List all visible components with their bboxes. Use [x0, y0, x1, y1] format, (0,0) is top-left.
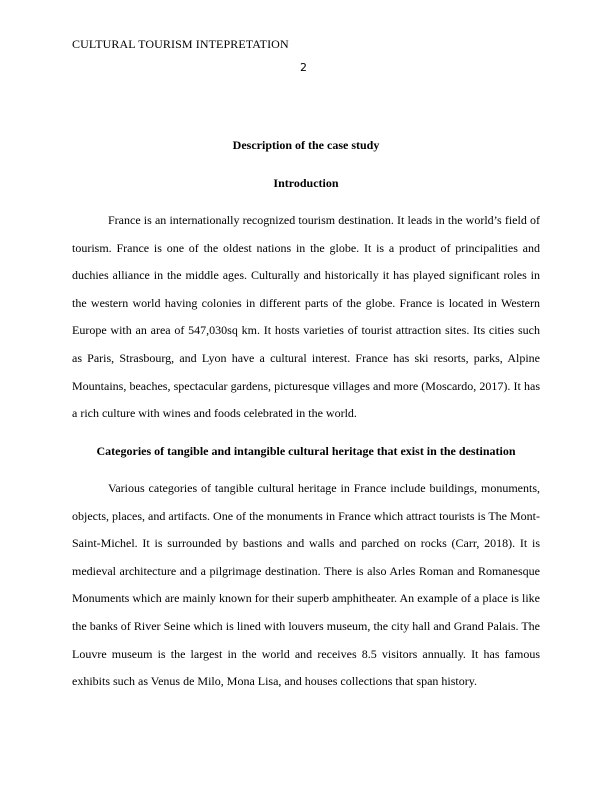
page-number: 2: [300, 61, 307, 74]
section-heading-description: Description of the case study: [232, 138, 380, 152]
introduction-paragraph: France is an internationally recognized tourism destination. It leads in the world’s field of tourism. France is one of the oldest nations in the globe. It is a product of principalities and duchies alliance in the middle ages. Culturally and historically it has played significant roles in the western world having colonies in different parts of the globe. France is located in Western Europe with an area of 547,030sq km. It hosts varieties of tourist attraction sites. Its cities such as Paris, Strasbourg, and Lyon have a cultural interest. France has ski resorts, parks, Alpine Mountains, beaches, spectacular gardens, picturesque villages and more (Moscardo, 2017). It has a rich culture with wines and foods celebrated in the world.: [72, 213, 540, 421]
section-heading-introduction: Introduction: [273, 176, 339, 190]
running-head: CULTURAL TOURISM INTEPRETATION: [72, 37, 289, 51]
section-heading-categories: Categories of tangible and intangible cultural heritage that exist in the destination: [96, 444, 516, 458]
categories-paragraph: Various categories of tangible cultural heritage in France include buildings, monuments, objects, places, and artifacts. One of the monuments in France which attract tourists is The Mont-Saint-Michel. It is surrounded by bastions and walls and parched on rocks (Carr, 2018). It is medieval architecture and a pilgrimage destination. There is also Arles Roman and Romanesque Monuments which are mainly known for their superb amphitheater. An example of a place is like the banks of River Seine which is lined with louvers museum, the city hall and Grand Palais. The Louvre museum is the largest in the world and receives 8.5 visitors annually. It has famous exhibits such as Venus de Milo, Mona Lisa, and houses collections that span history.: [72, 481, 540, 689]
